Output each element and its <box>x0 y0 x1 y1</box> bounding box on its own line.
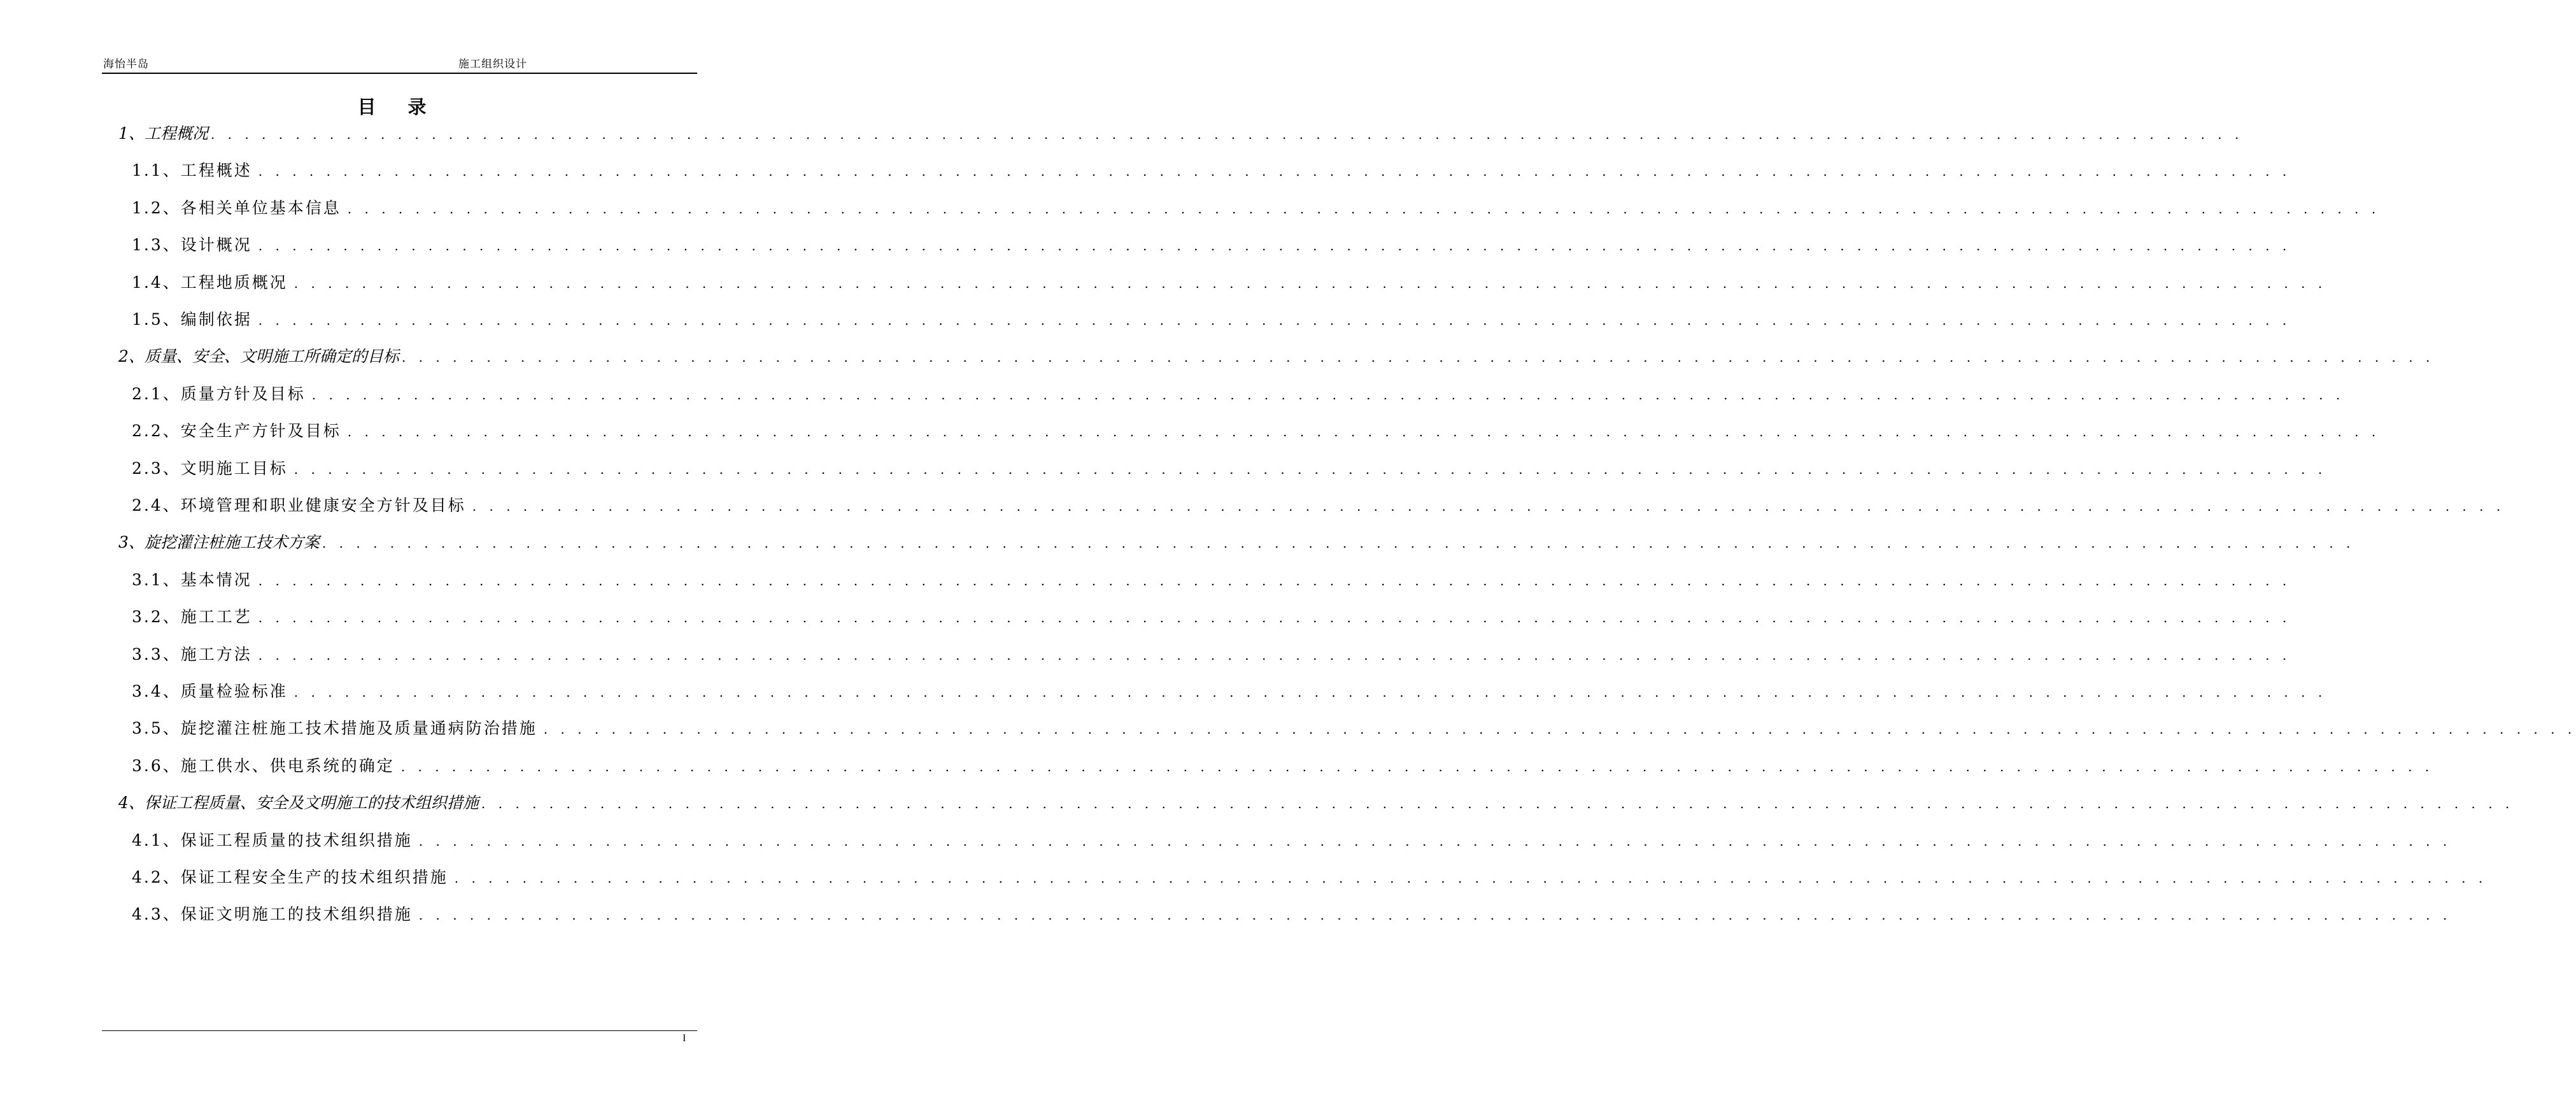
toc-dot-leader: . . . . . . . . . . . . . . . . . . . . . . . . . . . . . . . . . . . . . . . . . . . . . . . . . . . . . . . . . . . . . . . . . . . . . . . . . . . . . . . . . . . . . . . . . . . . . . . . . . . . . . . . . . . . . . . . . . . . . . . . <box>258 164 2291 179</box>
page-number: I <box>683 1033 686 1044</box>
footer-divider <box>102 1030 697 1031</box>
toc-dot-leader: . . . . . . . . . . . . . . . . . . . . . . . . . . . . . . . . . . . . . . . . . . . . . . . . . . . . . . . . . . . . . . . . . . . . . . . . . . . . . . . . . . . . . . . . . . . . . . . . . . . . . . . . . . . . . . . . . . . . . . . . <box>347 424 2381 439</box>
toc-entry-label: 3.4、质量检验标准 <box>132 679 294 702</box>
toc-dot-leader: . . . . . . . . . . . . . . . . . . . . . . . . . . . . . . . . . . . . . . . . . . . . . . . . . . . . . . . . . . . . . . . . . . . . . . . . . . . . . . . . . . . . . . . . . . . . . . . . . . . . . . . . . . . . . . . . . . . . . . . . <box>258 648 2291 663</box>
toc-dot-leader: . . . . . . . . . . . . . . . . . . . . . . . . . . . . . . . . . . . . . . . . . . . . . . . . . . . . . . . . . . . . . . . . . . . . . . . . . . . . . . . . . . . . . . . . . . . . . . . . . . . . . . . . . . . . . . . . . . . . . . . . <box>294 462 2327 477</box>
header-document-type: 施工组织设计 <box>458 58 527 71</box>
toc-entry-label: 2.4、环境管理和职业健康安全方针及目标 <box>132 493 472 516</box>
toc-dot-leader: . . . . . . . . . . . . . . . . . . . . . . . . . . . . . . . . . . . . . . . . . . . . . . . . . . . . . . . . . . . . . . . . . . . . . . . . . . . . . . . . . . . . . . . . . . . . . . . . . . . . . . . . . . . . . . . . . . . . . . . . <box>481 796 2514 811</box>
toc-section-entry <box>132 232 2291 255</box>
toc-dot-leader: . . . . . . . . . . . . . . . . . . . . . . . . . . . . . . . . . . . . . . . . . . . . . . . . . . . . . . . . . . . . . . . . . . . . . . . . . . . . . . . . . . . . . . . . . . . . . . . . . . . . . . . . . . . . . . . . . . . . . . . . <box>210 127 2244 142</box>
toc-chapter-entry <box>118 530 2355 553</box>
toc-entry-label: 2、质量、安全、文明施工所确定的目标 <box>118 344 402 367</box>
toc-entry-label: 3.2、施工工艺 <box>132 604 258 627</box>
toc-section-entry <box>132 307 2291 330</box>
toc-entry-label: 4.1、保证工程质量的技术组织措施 <box>132 828 419 851</box>
toc-section-entry <box>132 456 2327 479</box>
toc-dot-leader: . . . . . . . . . . . . . . . . . . . . . . . . . . . . . . . . . . . . . . . . . . . . . . . . . . . . . . . . . . . . . . . . . . . . . . . . . . . . . . . . . . . . . . . . . . . . . . . . . . . . . . . . . . . . . . . . . . . . . . . . <box>258 238 2291 253</box>
toc-section-entry <box>132 753 2434 776</box>
toc-dot-leader: . . . . . . . . . . . . . . . . . . . . . . . . . . . . . . . . . . . . . . . . . . . . . . . . . . . . . . . . . . . . . . . . . . . . . . . . . . . . . . . . . . . . . . . . . . . . . . . . . . . . . . . . . . . . . . . . . . . . . . . . <box>418 907 2452 923</box>
toc-dot-leader: . . . . . . . . . . . . . . . . . . . . . . . . . . . . . . . . . . . . . . . . . . . . . . . . . . . . . . . . . . . . . . . . . . . . . . . . . . . . . . . . . . . . . . . . . . . . . . . . . . . . . . . . . . . . . . . . . . . . . . . . <box>294 276 2327 291</box>
toc-entry-label: 3.1、基本情况 <box>132 567 258 590</box>
toc-section-entry <box>132 679 2327 702</box>
toc-entry-label: 2.1、质量方针及目标 <box>132 381 312 404</box>
toc-dot-leader: . . . . . . . . . . . . . . . . . . . . . . . . . . . . . . . . . . . . . . . . . . . . . . . . . . . . . . . . . . . . . . . . . . . . . . . . . . . . . . . . . . . . . . . . . . . . . . . . . . . . . . . . . . . . . . . . . . . . . . . . <box>472 499 2505 514</box>
toc-chapter-entry <box>118 790 2514 813</box>
toc-dot-leader: . . . . . . . . . . . . . . . . . . . . . . . . . . . . . . . . . . . . . . . . . . . . . . . . . . . . . . . . . . . . . . . . . . . . . . . . . . . . . . . . . . . . . . . . . . . . . . . . . . . . . . . . . . . . . . . . . . . . . . . . <box>322 536 2355 551</box>
toc-dot-leader: . . . . . . . . . . . . . . . . . . . . . . . . . . . . . . . . . . . . . . . . . . . . . . . . . . . . . . . . . . . . . . . . . . . . . . . . . . . . . . . . . . . . . . . . . . . . . . . . . . . . . . . . . . . . . . . . . . . . . . . . <box>401 350 2435 365</box>
toc-entry-label: 4、保证工程质量、安全及文明施工的技术组织措施 <box>118 790 481 813</box>
toc-section-entry <box>132 716 2576 739</box>
toc-entry-label: 1.3、设计概况 <box>132 232 258 255</box>
toc-dot-leader: . . . . . . . . . . . . . . . . . . . . . . . . . . . . . . . . . . . . . . . . . . . . . . . . . . . . . . . . . . . . . . . . . . . . . . . . . . . . . . . . . . . . . . . . . . . . . . . . . . . . . . . . . . . . . . . . . . . . . . . . <box>347 201 2381 217</box>
toc-dot-leader: . . . . . . . . . . . . . . . . . . . . . . . . . . . . . . . . . . . . . . . . . . . . . . . . . . . . . . . . . . . . . . . . . . . . . . . . . . . . . . . . . . . . . . . . . . . . . . . . . . . . . . . . . . . . . . . . . . . . . . . . <box>258 573 2291 588</box>
toc-entry-label: 4.2、保证工程安全生产的技术组织措施 <box>132 865 455 888</box>
toc-dot-leader: . . . . . . . . . . . . . . . . . . . . . . . . . . . . . . . . . . . . . . . . . . . . . . . . . . . . . . . . . . . . . . . . . . . . . . . . . . . . . . . . . . . . . . . . . . . . . . . . . . . . . . . . . . . . . . . . . . . . . . . . <box>258 610 2291 625</box>
toc-entry-label: 1.2、各相关单位基本信息 <box>132 196 348 218</box>
page-title: 目 录 <box>357 96 439 118</box>
toc-section-entry <box>132 567 2291 590</box>
header-project-name: 海怡半岛 <box>103 58 149 71</box>
toc-dot-leader: . . . . . . . . . . . . . . . . . . . . . . . . . . . . . . . . . . . . . . . . . . . . . . . . . . . . . . . . . . . . . . . . . . . . . . . . . . . . . . . . . . . . . . . . . . . . . . . . . . . . . . . . . . . . . . . . . . . . . . . . <box>543 722 2576 737</box>
toc-section-entry <box>132 642 2291 665</box>
toc-section-entry <box>132 902 2452 925</box>
toc-section-entry <box>132 196 2381 218</box>
toc-entry-label: 1.1、工程概述 <box>132 158 258 181</box>
toc-section-entry <box>132 865 2488 888</box>
toc-section-entry <box>132 158 2291 181</box>
toc-entry-label: 2.3、文明施工目标 <box>132 456 294 479</box>
toc-section-entry <box>132 381 2345 404</box>
toc-entry-label: 4.3、保证文明施工的技术组织措施 <box>132 902 419 925</box>
toc-entry-label: 3.3、施工方法 <box>132 642 258 665</box>
toc-chapter-entry <box>118 121 2244 144</box>
toc-entry-label: 2.2、安全生产方针及目标 <box>132 418 348 441</box>
toc-section-entry <box>132 270 2327 293</box>
toc-entry-label: 3.6、施工供水、供电系统的确定 <box>132 753 401 776</box>
toc-dot-leader: . . . . . . . . . . . . . . . . . . . . . . . . . . . . . . . . . . . . . . . . . . . . . . . . . . . . . . . . . . . . . . . . . . . . . . . . . . . . . . . . . . . . . . . . . . . . . . . . . . . . . . . . . . . . . . . . . . . . . . . . <box>418 834 2452 849</box>
toc-dot-leader: . . . . . . . . . . . . . . . . . . . . . . . . . . . . . . . . . . . . . . . . . . . . . . . . . . . . . . . . . . . . . . . . . . . . . . . . . . . . . . . . . . . . . . . . . . . . . . . . . . . . . . . . . . . . . . . . . . . . . . . . <box>454 871 2488 886</box>
toc-section-entry <box>132 418 2381 441</box>
toc-section-entry <box>132 604 2291 627</box>
toc-dot-leader: . . . . . . . . . . . . . . . . . . . . . . . . . . . . . . . . . . . . . . . . . . . . . . . . . . . . . . . . . . . . . . . . . . . . . . . . . . . . . . . . . . . . . . . . . . . . . . . . . . . . . . . . . . . . . . . . . . . . . . . . <box>311 387 2345 402</box>
toc-chapter-entry <box>118 344 2435 367</box>
toc-section-entry <box>132 493 2505 516</box>
toc-entry-label: 3、旋挖灌注桩施工技术方案 <box>118 530 322 553</box>
toc-entry-label: 1、工程概况 <box>118 121 211 144</box>
toc-dot-leader: . . . . . . . . . . . . . . . . . . . . . . . . . . . . . . . . . . . . . . . . . . . . . . . . . . . . . . . . . . . . . . . . . . . . . . . . . . . . . . . . . . . . . . . . . . . . . . . . . . . . . . . . . . . . . . . . . . . . . . . . <box>258 313 2291 328</box>
toc-section-entry <box>132 828 2452 851</box>
toc-entry-label: 1.5、编制依据 <box>132 307 258 330</box>
toc-dot-leader: . . . . . . . . . . . . . . . . . . . . . . . . . . . . . . . . . . . . . . . . . . . . . . . . . . . . . . . . . . . . . . . . . . . . . . . . . . . . . . . . . . . . . . . . . . . . . . . . . . . . . . . . . . . . . . . . . . . . . . . . <box>400 759 2434 774</box>
toc-dot-leader: . . . . . . . . . . . . . . . . . . . . . . . . . . . . . . . . . . . . . . . . . . . . . . . . . . . . . . . . . . . . . . . . . . . . . . . . . . . . . . . . . . . . . . . . . . . . . . . . . . . . . . . . . . . . . . . . . . . . . . . . <box>294 685 2327 700</box>
toc-entry-label: 1.4、工程地质概况 <box>132 270 294 293</box>
toc-entry-label: 3.5、旋挖灌注桩施工技术措施及质量通病防治措施 <box>132 716 544 739</box>
